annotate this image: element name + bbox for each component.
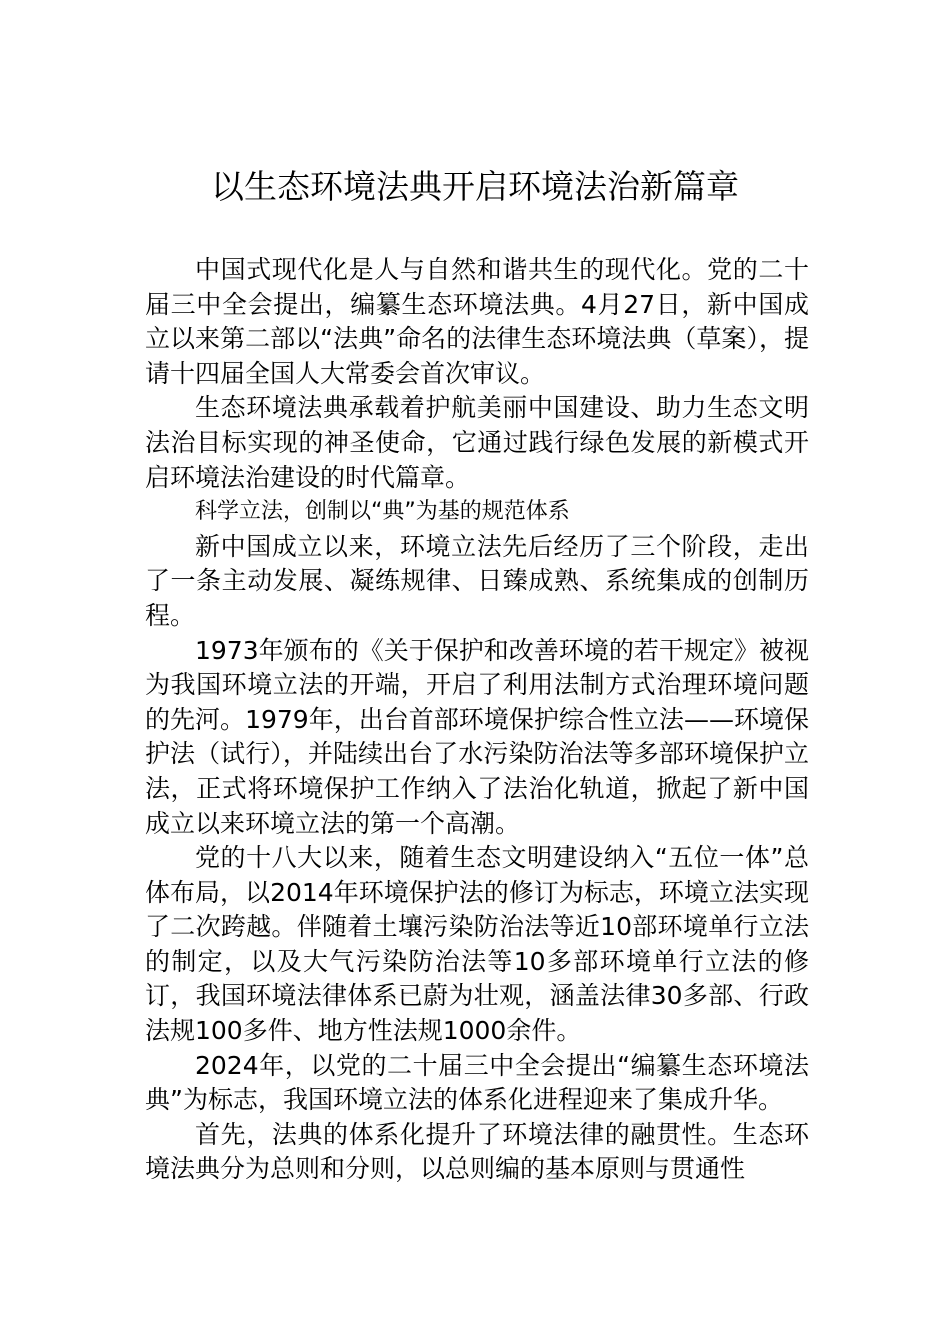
paragraph-2024: 2024年，以党的二十届三中全会提出“编纂生态环境法典”为标志，我国环境立法的体系化进程迎来了集成升华。 <box>145 1050 809 1115</box>
paragraph-1973: 1973年颁布的《关于保护和改善环境的若干规定》被视为我国环境立法的开端，开启了利用法制方式治理环境问题的先河。1979年，出台首部环境保护综合性立法——环境保护法（试行），并陆续出台了水污染防治法等多部环境保护立法，正式将环境保护工作纳入了法治化轨道，掀起了新中国成立以来环境立法的第一个高潮。 <box>145 635 809 838</box>
paragraph-intro: 中国式现代化是人与自然和谐共生的现代化。党的二十届三中全会提出，编纂生态环境法典。4月27日，新中国成立以来第二部以“法典”命名的法律生态环境法典（草案），提请十四届全国人大常委会首次审议。 <box>145 255 809 388</box>
paragraph-mission: 生态环境法典承载着护航美丽中国建设、助力生态文明法治目标实现的神圣使命，它通过践行绿色发展的新模式开启环境法治建设的时代篇章。 <box>145 393 809 492</box>
paragraph-history: 新中国成立以来，环境立法先后经历了三个阶段，走出了一条主动发展、凝练规律、日臻成熟、系统集成的创制历程。 <box>145 531 809 630</box>
document-title: 以生态环境法典开启环境法治新篇章 <box>211 167 739 206</box>
paragraph-first: 首先，法典的体系化提升了环境法律的融贯性。生态环境法典分为总则和分则，以总则编的基本原则与贯通性 <box>145 1119 809 1184</box>
document-body <box>145 253 809 1187</box>
section-heading: 科学立法，创制以“典”为基的规范体系 <box>195 499 570 525</box>
paragraph-18th-congress: 党的十八大以来，随着生态文明建设纳入“五位一体”总体布局，以2014年环境保护法的修订为标志，环境立法实现了二次跨越。伴随着土壤污染防治法等近10部环境单行立法的制定，以及大气污染防治法等10多部环境单行立法的修订，我国环境法律体系已蔚为壮观，涵盖法律30多部、行政法规100多件、地方性法规1000余件。 <box>145 843 809 1046</box>
